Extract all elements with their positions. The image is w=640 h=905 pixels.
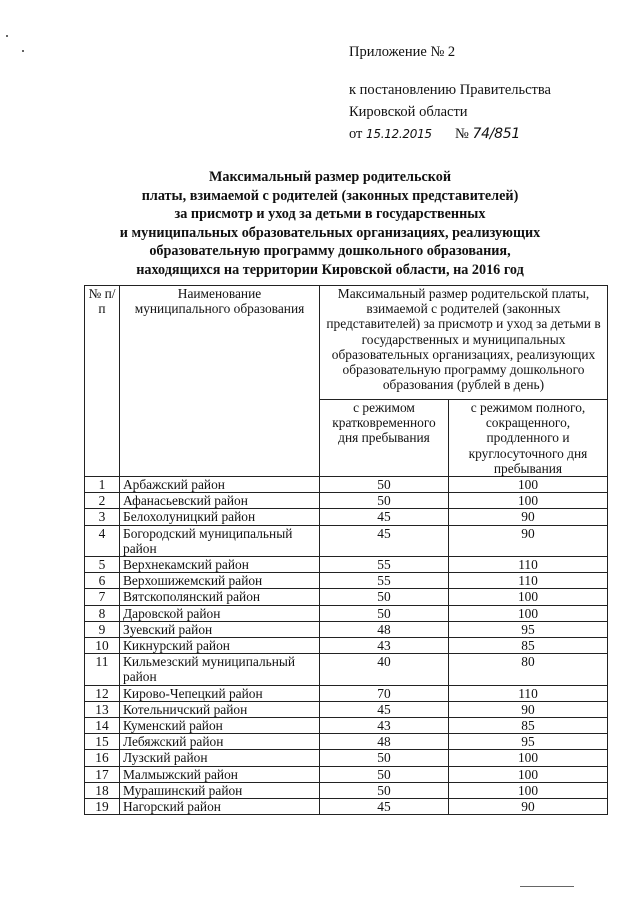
row-name: Вятскополянский район [120,589,320,605]
appendix-date-number [349,123,551,145]
row-short-fee: 45 [320,525,449,556]
row-full-fee: 110 [449,685,608,701]
row-full-fee: 80 [449,654,608,685]
row-number: 18 [85,782,120,798]
appendix-block [349,41,551,145]
title-line: находящихся на территории Кировской области, на 2016 год [136,261,524,278]
handwritten-date: 15.12.2015 [366,127,432,141]
table-row [85,799,608,815]
row-name: Нагорский район [120,799,320,815]
table-row [85,701,608,717]
row-name: Белохолуницкий район [120,509,320,525]
row-number: 13 [85,701,120,717]
title-line: и муниципальных образовательных организациях, реализующих [119,224,541,241]
date-prefix: от [349,126,363,142]
number-prefix: № [455,126,469,142]
table-row [85,589,608,605]
row-number: 6 [85,573,120,589]
row-number: 12 [85,685,120,701]
row-short-fee: 48 [320,621,449,637]
row-short-fee: 50 [320,605,449,621]
row-full-fee: 85 [449,718,608,734]
document-title [70,168,590,280]
row-name: Зуевский район [120,621,320,637]
row-number: 8 [85,605,120,621]
row-full-fee: 90 [449,701,608,717]
row-full-fee: 85 [449,638,608,654]
row-number: 16 [85,750,120,766]
row-name: Кикнурский район [120,638,320,654]
table-row [85,685,608,701]
table-row [85,509,608,525]
row-short-fee: 50 [320,750,449,766]
row-short-fee: 55 [320,573,449,589]
header-full-stay: с режимом полного, сокращенного, продленного и круглосуточного дня пребывания [449,400,608,477]
row-number: 19 [85,799,120,815]
row-full-fee: 100 [449,605,608,621]
table-row [85,654,608,685]
row-name: Котельничский район [120,701,320,717]
row-full-fee: 95 [449,621,608,637]
row-number: 11 [85,654,120,685]
row-number: 10 [85,638,120,654]
footer-rule [520,886,574,887]
row-full-fee: 100 [449,750,608,766]
row-number: 1 [85,477,120,493]
row-short-fee: 50 [320,493,449,509]
row-name: Афанасьевский район [120,493,320,509]
table-row [85,493,608,509]
row-full-fee: 110 [449,557,608,573]
row-name: Даровской район [120,605,320,621]
table-row [85,557,608,573]
row-number: 7 [85,589,120,605]
row-short-fee: 45 [320,701,449,717]
row-number: 5 [85,557,120,573]
appendix-title: Приложение № 2 [349,44,456,60]
table-row [85,621,608,637]
row-name: Лебяжский район [120,734,320,750]
appendix-region: Кировской области [349,104,468,120]
row-short-fee: 45 [320,509,449,525]
row-number: 9 [85,621,120,637]
title-line: платы, взимаемой с родителей (законных представителей) [141,187,519,204]
row-short-fee: 50 [320,477,449,493]
row-name: Лузский район [120,750,320,766]
scan-speck [6,35,8,37]
scan-speck [22,50,24,52]
title-line: за присмотр и уход за детьми в государственных [174,206,486,223]
fee-table [84,285,608,815]
table-row [85,750,608,766]
table-body [85,477,608,815]
table-row [85,782,608,798]
handwritten-number: 74/851 [472,126,520,142]
row-number: 14 [85,718,120,734]
table-row [85,477,608,493]
table-row [85,638,608,654]
row-name: Малмыжский район [120,766,320,782]
table-row [85,573,608,589]
row-short-fee: 40 [320,654,449,685]
row-full-fee: 90 [449,509,608,525]
table-row [85,718,608,734]
row-number: 15 [85,734,120,750]
row-short-fee: 55 [320,557,449,573]
row-full-fee: 100 [449,493,608,509]
row-full-fee: 100 [449,766,608,782]
header-max-fee: Максимальный размер родительской платы, взимаемой с родителей (законных представителей) за присмотр и уход за детьми в государственных и муниципальных образовательных организациях, реализующих образовательную программу дошкольного образования (рублей в день) [320,286,608,400]
row-name: Кирово-Чепецкий район [120,685,320,701]
row-name: Арбажский район [120,477,320,493]
table-row [85,766,608,782]
row-full-fee: 110 [449,573,608,589]
row-full-fee: 90 [449,799,608,815]
table-row [85,525,608,556]
row-name: Верхошижемский район [120,573,320,589]
row-number: 3 [85,509,120,525]
row-short-fee: 50 [320,782,449,798]
title-line: образовательную программу дошкольного образования, [149,243,511,260]
row-full-fee: 90 [449,525,608,556]
row-short-fee: 70 [320,685,449,701]
row-short-fee: 50 [320,589,449,605]
header-number: № п/п [85,286,120,477]
row-number: 4 [85,525,120,556]
row-short-fee: 50 [320,766,449,782]
row-short-fee: 45 [320,799,449,815]
row-full-fee: 100 [449,477,608,493]
row-full-fee: 100 [449,782,608,798]
table-row [85,605,608,621]
row-full-fee: 95 [449,734,608,750]
row-name: Богородский муниципальный район [120,525,320,556]
row-name: Мурашинский район [120,782,320,798]
title-line: Максимальный размер родительской [208,169,452,185]
row-name: Кильмезский муниципальный район [120,654,320,685]
row-number: 17 [85,766,120,782]
appendix-ref: к постановлению Правительства [349,82,551,98]
header-name: Наименование муниципального образования [120,286,320,477]
table-row [85,734,608,750]
row-name: Куменский район [120,718,320,734]
header-short-stay: с режимом кратковременного дня пребывания [320,400,449,477]
row-short-fee: 48 [320,734,449,750]
row-short-fee: 43 [320,638,449,654]
row-name: Верхнекамский район [120,557,320,573]
row-number: 2 [85,493,120,509]
row-short-fee: 43 [320,718,449,734]
row-full-fee: 100 [449,589,608,605]
